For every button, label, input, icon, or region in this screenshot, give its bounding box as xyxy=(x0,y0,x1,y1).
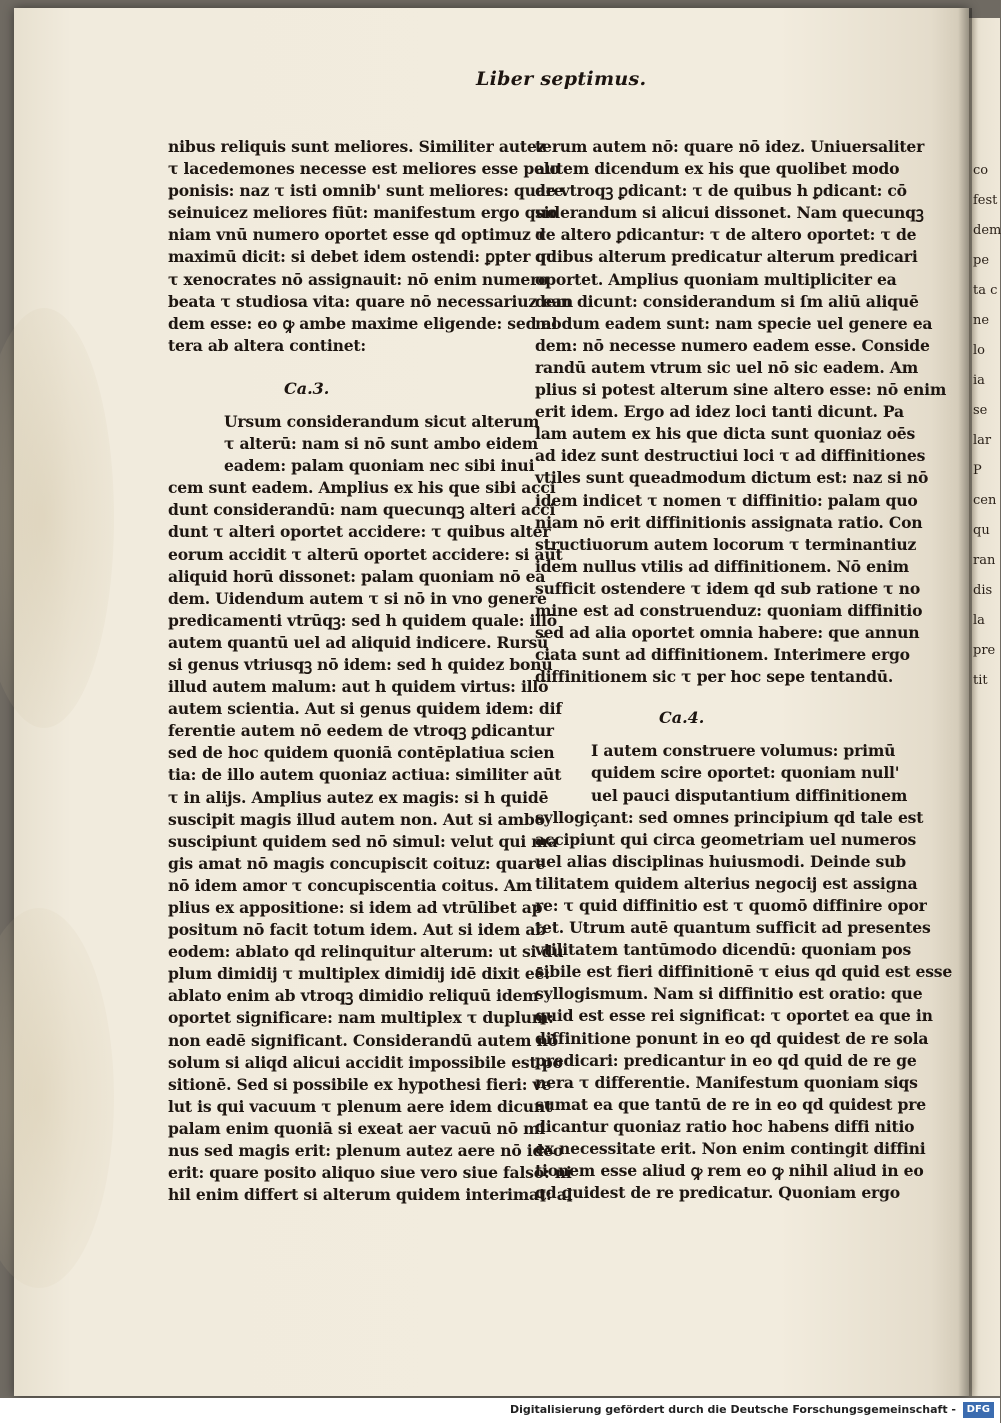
text-line: vtiles sunt queadmodum dictum est: naz si nō xyxy=(535,468,929,488)
text-line: plius ex appositione: si idem ad vtrūlibet ap xyxy=(168,898,543,917)
page-edge-shadow xyxy=(958,8,972,1396)
text-line: si genus vtriusqꝫ nō idem: sed h quidez bonū xyxy=(168,654,553,674)
text-line: palam enim quoniā si exeat aer vacuū nō mi xyxy=(168,1118,546,1138)
text-line: Ursum considerandum sicut alterum xyxy=(224,411,540,431)
next-leaf-fragment: lo xyxy=(973,343,985,358)
text-line: nera τ differentie. Manifestum quoniam siqs xyxy=(535,1072,918,1092)
text-line: eadem: palam quoniam nec sibi inui xyxy=(224,456,535,476)
text-line: re: τ quid diffinitio est τ quomō diffinire opor xyxy=(535,896,927,915)
text-line: tionem esse aliud ꝙ rem eo ꝙ nihil aliud in eo xyxy=(535,1161,924,1181)
text-line: syllogismum. Nam si diffinitio est oratio: que xyxy=(535,984,923,1004)
text-line: nus sed magis erit: plenum autez aere nō ideo xyxy=(168,1141,564,1161)
text-line: nibus reliquis sunt meliores. Similiter autez xyxy=(168,137,546,156)
book-page xyxy=(14,8,969,1396)
text-line: diffinitione ponunt in eo qd quidest de re sola xyxy=(535,1028,929,1048)
text-line: sitionē. Sed si possibile ex hypothesi fieri: ve xyxy=(168,1074,552,1094)
text-line: idem indicet τ nomen τ diffinitio: palam quo xyxy=(535,490,918,510)
text-line: dicantur quoniaz ratio hoc habens diffi nitio xyxy=(535,1116,915,1136)
text-line: ex necessitate erit. Non enim contingit diffini xyxy=(535,1139,926,1159)
text-line: siderandum si alicui dissonet. Nam quecunqꝫ xyxy=(535,203,924,223)
next-leaf-fragment: fest xyxy=(973,193,998,208)
paragraph-gap xyxy=(168,357,508,367)
text-line: dem esse: eo ꝙ ambe maxime eligende: sed al xyxy=(168,313,558,333)
text-line: dem dicunt: considerandum si ſm aliū aliquē xyxy=(535,291,919,311)
next-leaf-fragment: P xyxy=(973,463,982,478)
text-line: maximū dicit: si debet idem ostendi: ꝑpter qd xyxy=(168,247,557,267)
text-line: niam vnū numero oportet esse qd optimuz τ xyxy=(168,225,547,245)
text-line: dem. Uidendum autem τ si nō in vno genere xyxy=(168,588,547,608)
next-leaf-fragment: pe xyxy=(973,253,990,268)
text-line: autem quantū uel ad aliquid indicere. Rursū xyxy=(168,632,549,652)
text-line: vtilitatem tantūmodo dicendū: quoniam pos xyxy=(535,940,912,960)
text-line: sed de hoc quidem quoniā contēplatiua scien xyxy=(168,743,555,763)
chapter-heading: Ca.4. xyxy=(659,708,705,728)
text-line: non eadē significant. Considerandū autem nō xyxy=(168,1030,558,1050)
right-text-column xyxy=(535,136,953,1204)
text-line: terum autem nō: quare nō idez. Uniuersaliter xyxy=(535,137,925,156)
left-text-column xyxy=(168,136,574,1206)
next-leaf-fragment: qu xyxy=(973,523,990,538)
text-line: τ xenocrates nō assignauit: nō enim numero xyxy=(168,269,549,289)
text-line: plius si potest alterum sine altero esse: nō enim xyxy=(535,380,947,400)
dfg-logo: DFG xyxy=(963,1402,994,1418)
paragraph-gap xyxy=(535,688,875,696)
footer-credit: Digitalisierung gefördert durch die Deutsche Forschungsgemeinschaft - xyxy=(509,1403,956,1416)
next-leaf-fragment: ta c xyxy=(973,283,998,298)
text-line: oportet. Amplius quoniam multipliciter ea xyxy=(535,269,897,289)
running-head: Liber septimus. xyxy=(476,68,647,90)
text-line: dem: nō necesse numero eadem esse. Conside xyxy=(535,335,930,355)
text-line: sufficit ostendere τ idem qd sub ratione τ no xyxy=(535,578,921,598)
next-leaf-fragment: pre xyxy=(973,643,996,658)
text-line: quidem scire oportet: quoniam null' xyxy=(591,763,900,783)
next-leaf-fragment: la xyxy=(973,613,985,628)
text-line: gis amat nō magis concupiscit coituz: quare xyxy=(168,853,546,873)
text-line: syllogiçant: sed omnes principium qd tale est xyxy=(535,807,924,827)
text-line: tera ab altera continet: xyxy=(168,335,366,355)
text-line: uel pauci disputantium diffinitionem xyxy=(591,785,908,805)
text-line: erit: quare posito aliquo siue vero siue falso: ni xyxy=(168,1163,572,1183)
text-line: beata τ studiosa vita: quare nō necessariuz ean xyxy=(168,291,574,311)
next-leaf-fragment: se xyxy=(973,403,988,418)
text-line: τ in alijs. Amplius autez ex magis: si h quidē xyxy=(168,787,549,807)
text-line: seinuicez meliores fiūt: manifestum ergo quo xyxy=(168,203,557,223)
text-line: autem dicendum ex his que quolibet modo xyxy=(535,159,900,179)
text-line: de vtroqꝫ ꝑdicant: τ de quibus h ꝑdicant: cō xyxy=(535,181,907,201)
text-line: ferentie autem nō eedem de vtroqꝫ ꝑdicantur xyxy=(168,721,554,741)
next-leaf-fragment: dem xyxy=(973,223,1001,238)
text-line: modum eadem sunt: nam specie uel genere ea xyxy=(535,313,933,333)
text-line: ciata sunt ad diffinitionem. Interimere ergo xyxy=(535,645,910,665)
text-line: predicamenti vtrūqꝫ: sed h quidem quale: illō xyxy=(168,610,557,630)
next-leaf-fragment: dis xyxy=(973,583,993,598)
text-line: plum dimidij τ multiplex dimidij idē dixit eē: xyxy=(168,964,550,984)
text-line: erit idem. Ergo ad idez loci tanti dicunt. Pa xyxy=(535,402,904,422)
text-line: ablato enim ab vtroqꝫ dimidio reliquū idem xyxy=(168,986,539,1006)
text-line: lam autem ex his que dicta sunt quoniaz oēs xyxy=(535,424,916,444)
text-line: predicari: predicantur in eo qd quid de re ge xyxy=(535,1050,917,1070)
next-leaf-edge xyxy=(969,18,1000,1396)
text-line: cem sunt eadem. Amplius ex his que sibi acci xyxy=(168,478,556,498)
water-stain xyxy=(0,308,114,728)
text-line: τ alterū: nam si nō sunt ambo eidem xyxy=(224,434,539,454)
text-line: qd quidest de re predicatur. Quoniam ergo xyxy=(535,1183,900,1203)
text-line: oportet significare: nam multiplex τ duplum: xyxy=(168,1008,554,1028)
text-line: aliquid horū dissonet: palam quoniam nō ea xyxy=(168,566,546,586)
next-leaf-fragment: ran xyxy=(973,553,996,568)
text-line: sibile est fieri diffinitionē τ eius qd quid est esse xyxy=(535,962,953,982)
water-stain xyxy=(0,908,114,1288)
text-line: diffinitionem sic τ per hoc sepe tentandū. xyxy=(535,667,894,687)
text-line: eorum accidit τ alterū oportet accidere: si aūt xyxy=(168,544,563,564)
text-line: accipiunt qui circa geometriam uel numeros xyxy=(535,829,917,849)
next-leaf-fragment: cen xyxy=(973,493,997,508)
text-line: τ lacedemones necesse est meliores esse pelo xyxy=(168,159,560,179)
text-line: uel alias disciplinas huiusmodi. Deinde sub xyxy=(535,851,906,871)
text-line: structiuorum autem locorum τ terminantiuz xyxy=(535,534,917,554)
text-line: tia: de illo autem quoniaz actiua: similiter aūt xyxy=(168,765,562,785)
text-line: suscipit magis illud autem non. Aut si ambo xyxy=(168,809,545,829)
text-line: quid est esse rei significat: τ oportet ea que in xyxy=(535,1006,933,1026)
next-leaf-fragment: ia xyxy=(973,373,985,388)
text-line: quibus alterum predicatur alterum predicari xyxy=(535,247,918,267)
text-line: niam nō erit diffinitionis assignata ratio. Con xyxy=(535,512,923,532)
text-line: dunt considerandū: nam quecunqꝫ alteri acci xyxy=(168,500,556,520)
text-line: tet. Utrum autē quantum sufficit ad presentes xyxy=(535,918,931,938)
text-line: eodem: ablato qd relinquitur alterum: ut si du xyxy=(168,942,564,962)
text-line: nō idem amor τ concupiscentia coitus. Am xyxy=(168,875,533,895)
text-line: ad idez sunt destructiui loci τ ad diffinitiones xyxy=(535,446,926,466)
text-line: dunt τ alteri oportet accidere: τ quibus alter xyxy=(168,522,551,542)
text-line: ponisis: naz τ isti omnib' sunt meliores: quare xyxy=(168,181,564,201)
text-line: idem nullus vtilis ad diffinitionem. Nō enim xyxy=(535,556,909,576)
text-line: suscipiunt quidem sed nō simul: velut qui ma xyxy=(168,831,558,851)
text-line: de altero ꝑdicantur: τ de altero oportet: τ de xyxy=(535,225,917,245)
text-line: mine est ad construenduz: quoniam diffinitio xyxy=(535,600,923,620)
text-line: tilitatem quidem alterius negocij est assigna xyxy=(535,873,918,893)
text-line: sumat ea que tantū de re in eo qd quidest pre xyxy=(535,1094,926,1114)
next-leaf-fragment: ne xyxy=(973,313,990,328)
next-leaf-fragment: co xyxy=(973,163,989,178)
text-line: sed ad alia oportet omnia habere: que annun xyxy=(535,623,920,643)
text-line: illud autem malum: aut h quidem virtus: illō xyxy=(168,677,549,697)
text-line: hil enim differt si alterum quidem interimat: al xyxy=(168,1185,573,1205)
chapter-heading: Ca.3. xyxy=(284,378,330,398)
text-line: randū autem vtrum sic uel nō sic eadem. Am xyxy=(535,357,919,377)
text-line: solum si aliqd alicui accidit impossibile est po xyxy=(168,1052,563,1072)
next-leaf-fragment: tit xyxy=(973,673,988,688)
text-line: I autem construere volumus: primū xyxy=(591,741,896,761)
text-line: autem scientia. Aut si genus quidem idem: dif xyxy=(168,699,562,719)
next-leaf-fragment: lar xyxy=(973,433,992,448)
digitization-footer xyxy=(0,1398,1000,1423)
text-line: positum nō facit totum idem. Aut si idem ab xyxy=(168,920,546,940)
text-line: lut is qui vacuum τ plenum aere idem dicunt xyxy=(168,1096,553,1116)
